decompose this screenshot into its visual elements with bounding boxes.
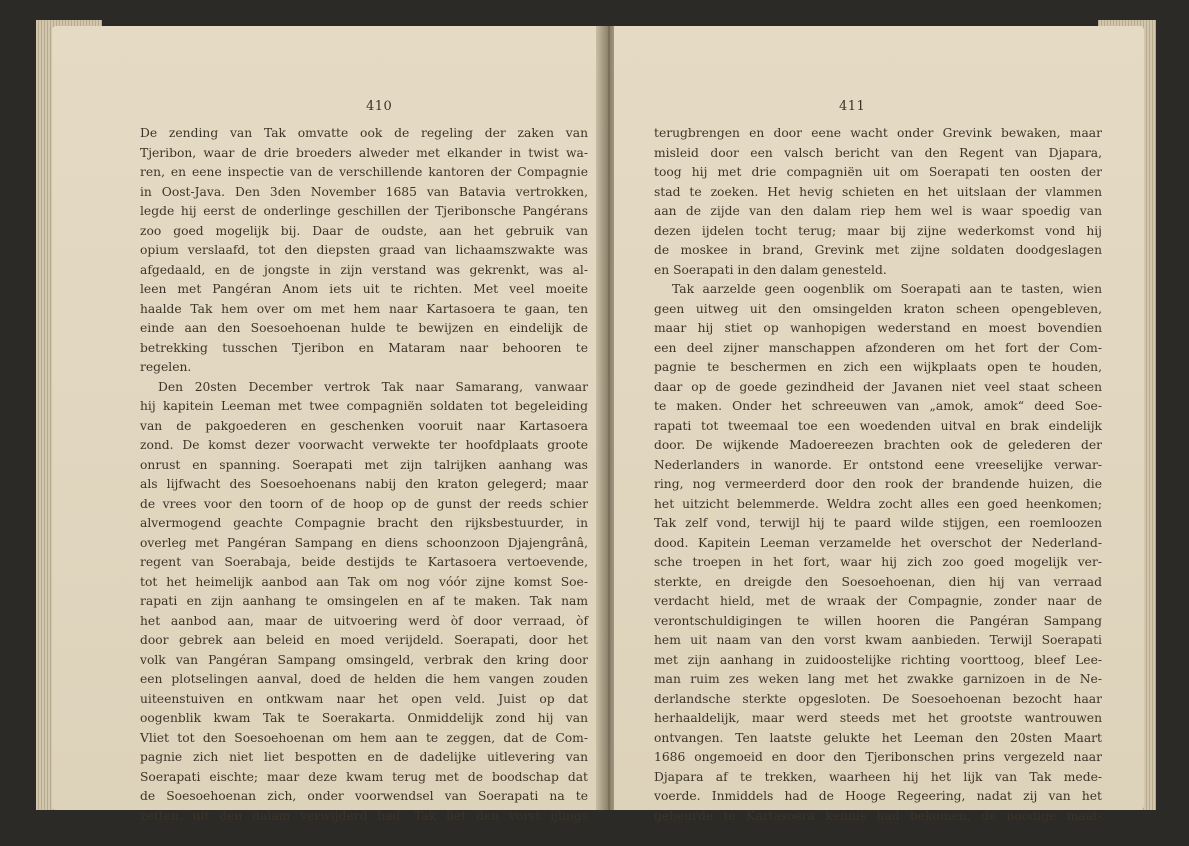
right-page <box>614 26 1144 823</box>
text-line: toog hij met drie compagniën uit om Soerapati ten oosten der <box>654 165 1102 179</box>
text-line: sterkte, en dreigde den Soesoehoenan, dien hij van verraad <box>654 574 1102 589</box>
text-line: in Oost-Java. Den 3den November 1685 van Batavia vertrokken, <box>140 184 588 199</box>
text-line: rapati en zijn aanhang te omsingelen en af te maken. Tak nam <box>140 594 588 608</box>
right-page-text <box>654 124 1102 826</box>
text-line: door. De wijkende Madoereezen brachten ook de gelederen der <box>654 438 1102 452</box>
text-line: de moskee in brand, Grevink met zijne soldaten doodgeslagen <box>654 243 1102 257</box>
text-line: Nederlanders in wanorde. Er ontstond eene vreeselijke verwar- <box>654 457 1102 472</box>
text-line: De zending van Tak omvatte ook de regeling der zaken van <box>140 126 588 140</box>
text-line: zoo goed mogelijk bij. Daar de oudste, aan het gebruik van <box>140 223 588 238</box>
text-line: te maken. Onder het schreeuwen van „amok, amok“ deed Soe- <box>654 399 1102 413</box>
text-line: pagnie te beschermen en zich een wijkplaats open te houden, <box>654 360 1102 374</box>
text-line: een plotselingen aanval, doed de helden die hem vangen zouden <box>140 672 588 686</box>
left-page <box>52 26 604 823</box>
text-line: afgedaald, en de jongste in zijn verstand was gekrenkt, was al- <box>140 262 588 277</box>
text-line: door gebrek aan beleid en moed verijdeld. Soerapati, door het <box>140 633 588 647</box>
text-line: ontvangen. Ten laatste gelukte het Leeman den 20sten Maart <box>654 730 1102 745</box>
text-line: onrust en spanning. Soerapati met zijn talrijken aanhang was <box>140 457 588 472</box>
text-line: het aanbod aan, maar de uitvoering werd òf door verraad, òf <box>140 613 588 628</box>
text-line: leen met Pangéran Anom iets uit te richten. Met veel moeite <box>140 282 588 296</box>
text-line: einde aan den Soesoehoenan hulde te bewijzen en eindelijk de <box>140 321 588 335</box>
text-line: een deel zijner manschappen afzonderen om het fort der Com- <box>654 340 1102 355</box>
text-line: man ruim zes weken lang met het zwakke garnizoen in de Ne- <box>654 672 1102 686</box>
text-line: Tak zelf vond, terwijl hij te paard wilde stijgen, een roemloozen <box>654 516 1102 530</box>
text-line: Tjeribon, waar de drie broeders alweder met elkander in twist wa- <box>140 145 588 160</box>
text-line: stad te zoeken. Het hevig schieten en het uitslaan der vlammen <box>654 184 1102 199</box>
text-line: misleid door een valsch bericht van den Regent van Djapara, <box>654 145 1102 160</box>
left-page-text <box>140 124 588 826</box>
text-line: Den 20sten December vertrok Tak naar Samarang, vanwaar <box>158 379 588 394</box>
text-line: regent van Soerabaja, beide destijds te Kartasoera vertoevende, <box>140 555 588 569</box>
text-line: pagnie zich niet liet bespotten en de dadelijke uitlevering van <box>140 750 588 764</box>
text-line: legde hij eerst de onderlinge geschillen der Tjeribonsche Pangérans <box>140 204 588 218</box>
text-line: verdacht hield, met de wraak der Compagnie, zonder naar de <box>654 594 1102 608</box>
text-line: aan de zijde van den dalam riep hem wel is waar spoedig van <box>654 204 1102 218</box>
text-line: terugbrengen en door eene wacht onder Grevink bewaken, maar <box>654 126 1102 140</box>
text-line: herhaaldelijk, maar werd steeds met het grootste wantrouwen <box>654 711 1102 725</box>
text-line: overleg met Pangéran Sampang en diens schoonzoon Djajengrânâ, <box>140 535 588 550</box>
text-line: Djapara af te trekken, waarheen hij het lijk van Tak mede- <box>654 769 1102 784</box>
text-line: 1686 ongemoeid en door den Tjeribonschen prins vergezeld naar <box>654 750 1102 764</box>
text-line: van de pakgoederen en geschenken vooruit naar Kartasoera <box>140 418 588 433</box>
text-line: verontschuldigingen te willen hooren die Pangéran Sampang <box>654 613 1102 628</box>
text-line: betrekking tusschen Tjeribon en Mataram naar behooren te <box>140 340 588 355</box>
text-line: het uitzicht belemmerde. Weldra zocht alles een goed heenkomen; <box>654 496 1102 511</box>
right-page-number: 411 <box>839 99 866 114</box>
left-page-number: 410 <box>366 99 393 114</box>
text-line: gebeurde te Kartasoera kennis had bekomen, de noodige maat- <box>654 808 1102 823</box>
text-line: zond. De komst dezer voorwacht verwekte ter hoofdplaats groote <box>140 438 588 452</box>
text-line: dezen ijdelen tocht terug; maar bij zijne wederkomst vond hij <box>654 223 1102 238</box>
text-line: zetten, uit den dalam verwijderd had. Tak liet den vorst ijlings <box>140 808 588 823</box>
text-line: haalde Tak hem over om met hem naar Kartasoera te gaan, ten <box>140 301 588 316</box>
text-line: hem uit naam van den vorst kwam aanbieden. Terwijl Soerapati <box>654 633 1102 647</box>
text-line: ren, en eene inspectie van de verschillende kantoren der Compagnie <box>140 165 588 179</box>
text-line: met zijn aanhang in zuidoostelijke richting voorttoog, bleef Lee- <box>654 652 1102 667</box>
text-line: alvermogend geachte Compagnie bracht den rijksbestuurder, in <box>140 516 588 530</box>
text-line: de Soesoehoenan zich, onder voorwendsel van Soerapati na te <box>140 789 588 803</box>
text-line: de vrees voor den toorn of de hoop op de gunst der reeds schier <box>140 496 588 511</box>
text-line: daar op de goede gezindheid der Javanen niet veel staat scheen <box>654 379 1102 394</box>
text-line: regelen. <box>140 360 192 374</box>
text-line: uiteenstuiven en ontkwam naar het open veld. Juist op dat <box>140 691 588 706</box>
text-line: en Soerapati in den dalam genesteld. <box>654 262 887 277</box>
text-line: opium verslaafd, tot den diepsten graad van lichaamszwakte was <box>140 243 588 257</box>
text-line: hij kapitein Leeman met twee compagniën soldaten tot begeleiding <box>140 399 588 413</box>
text-line: Tak aarzelde geen oogenblik om Soerapati aan te tasten, wien <box>672 282 1102 296</box>
text-line: geen uitweg uit den omsingelden kraton scheen opengebleven, <box>654 301 1102 316</box>
text-line: rapati tot tweemaal toe een woedenden uitval en brak eindelijk <box>654 418 1102 433</box>
text-line: derlandsche sterkte opgesloten. De Soesoehoenan bezocht haar <box>654 691 1102 706</box>
text-line: voerde. Inmiddels had de Hooge Regeering, nadat zij van het <box>654 789 1102 803</box>
text-line: dood. Kapitein Leeman verzamelde het overschot der Nederland- <box>654 535 1102 550</box>
text-line: volk van Pangéran Sampang omsingeld, verbrak den kring door <box>140 652 588 667</box>
text-line: als lijfwacht des Soesoehoenans nabij den kraton gelegerd; maar <box>140 477 588 491</box>
text-line: Vliet tot den Soesoehoenan om hem aan te zeggen, dat de Com- <box>140 730 588 745</box>
text-line: tot het heimelijk aanbod aan Tak om nog vóór zijne komst Soe- <box>140 574 588 589</box>
text-line: Soerapati eischte; maar deze kwam terug met de boodschap dat <box>140 769 588 784</box>
text-line: sche troepen in het fort, waar hij zich zoo goed mogelijk ver- <box>654 555 1102 569</box>
text-line: oogenblik kwam Tak te Soerakarta. Onmiddelijk zond hij van <box>140 711 588 725</box>
text-line: ring, nog vermeerderd door den rook der brandende huizen, die <box>654 477 1102 491</box>
text-line: maar hij stiet op wanhopigen wederstand en moest bovendien <box>654 321 1102 335</box>
